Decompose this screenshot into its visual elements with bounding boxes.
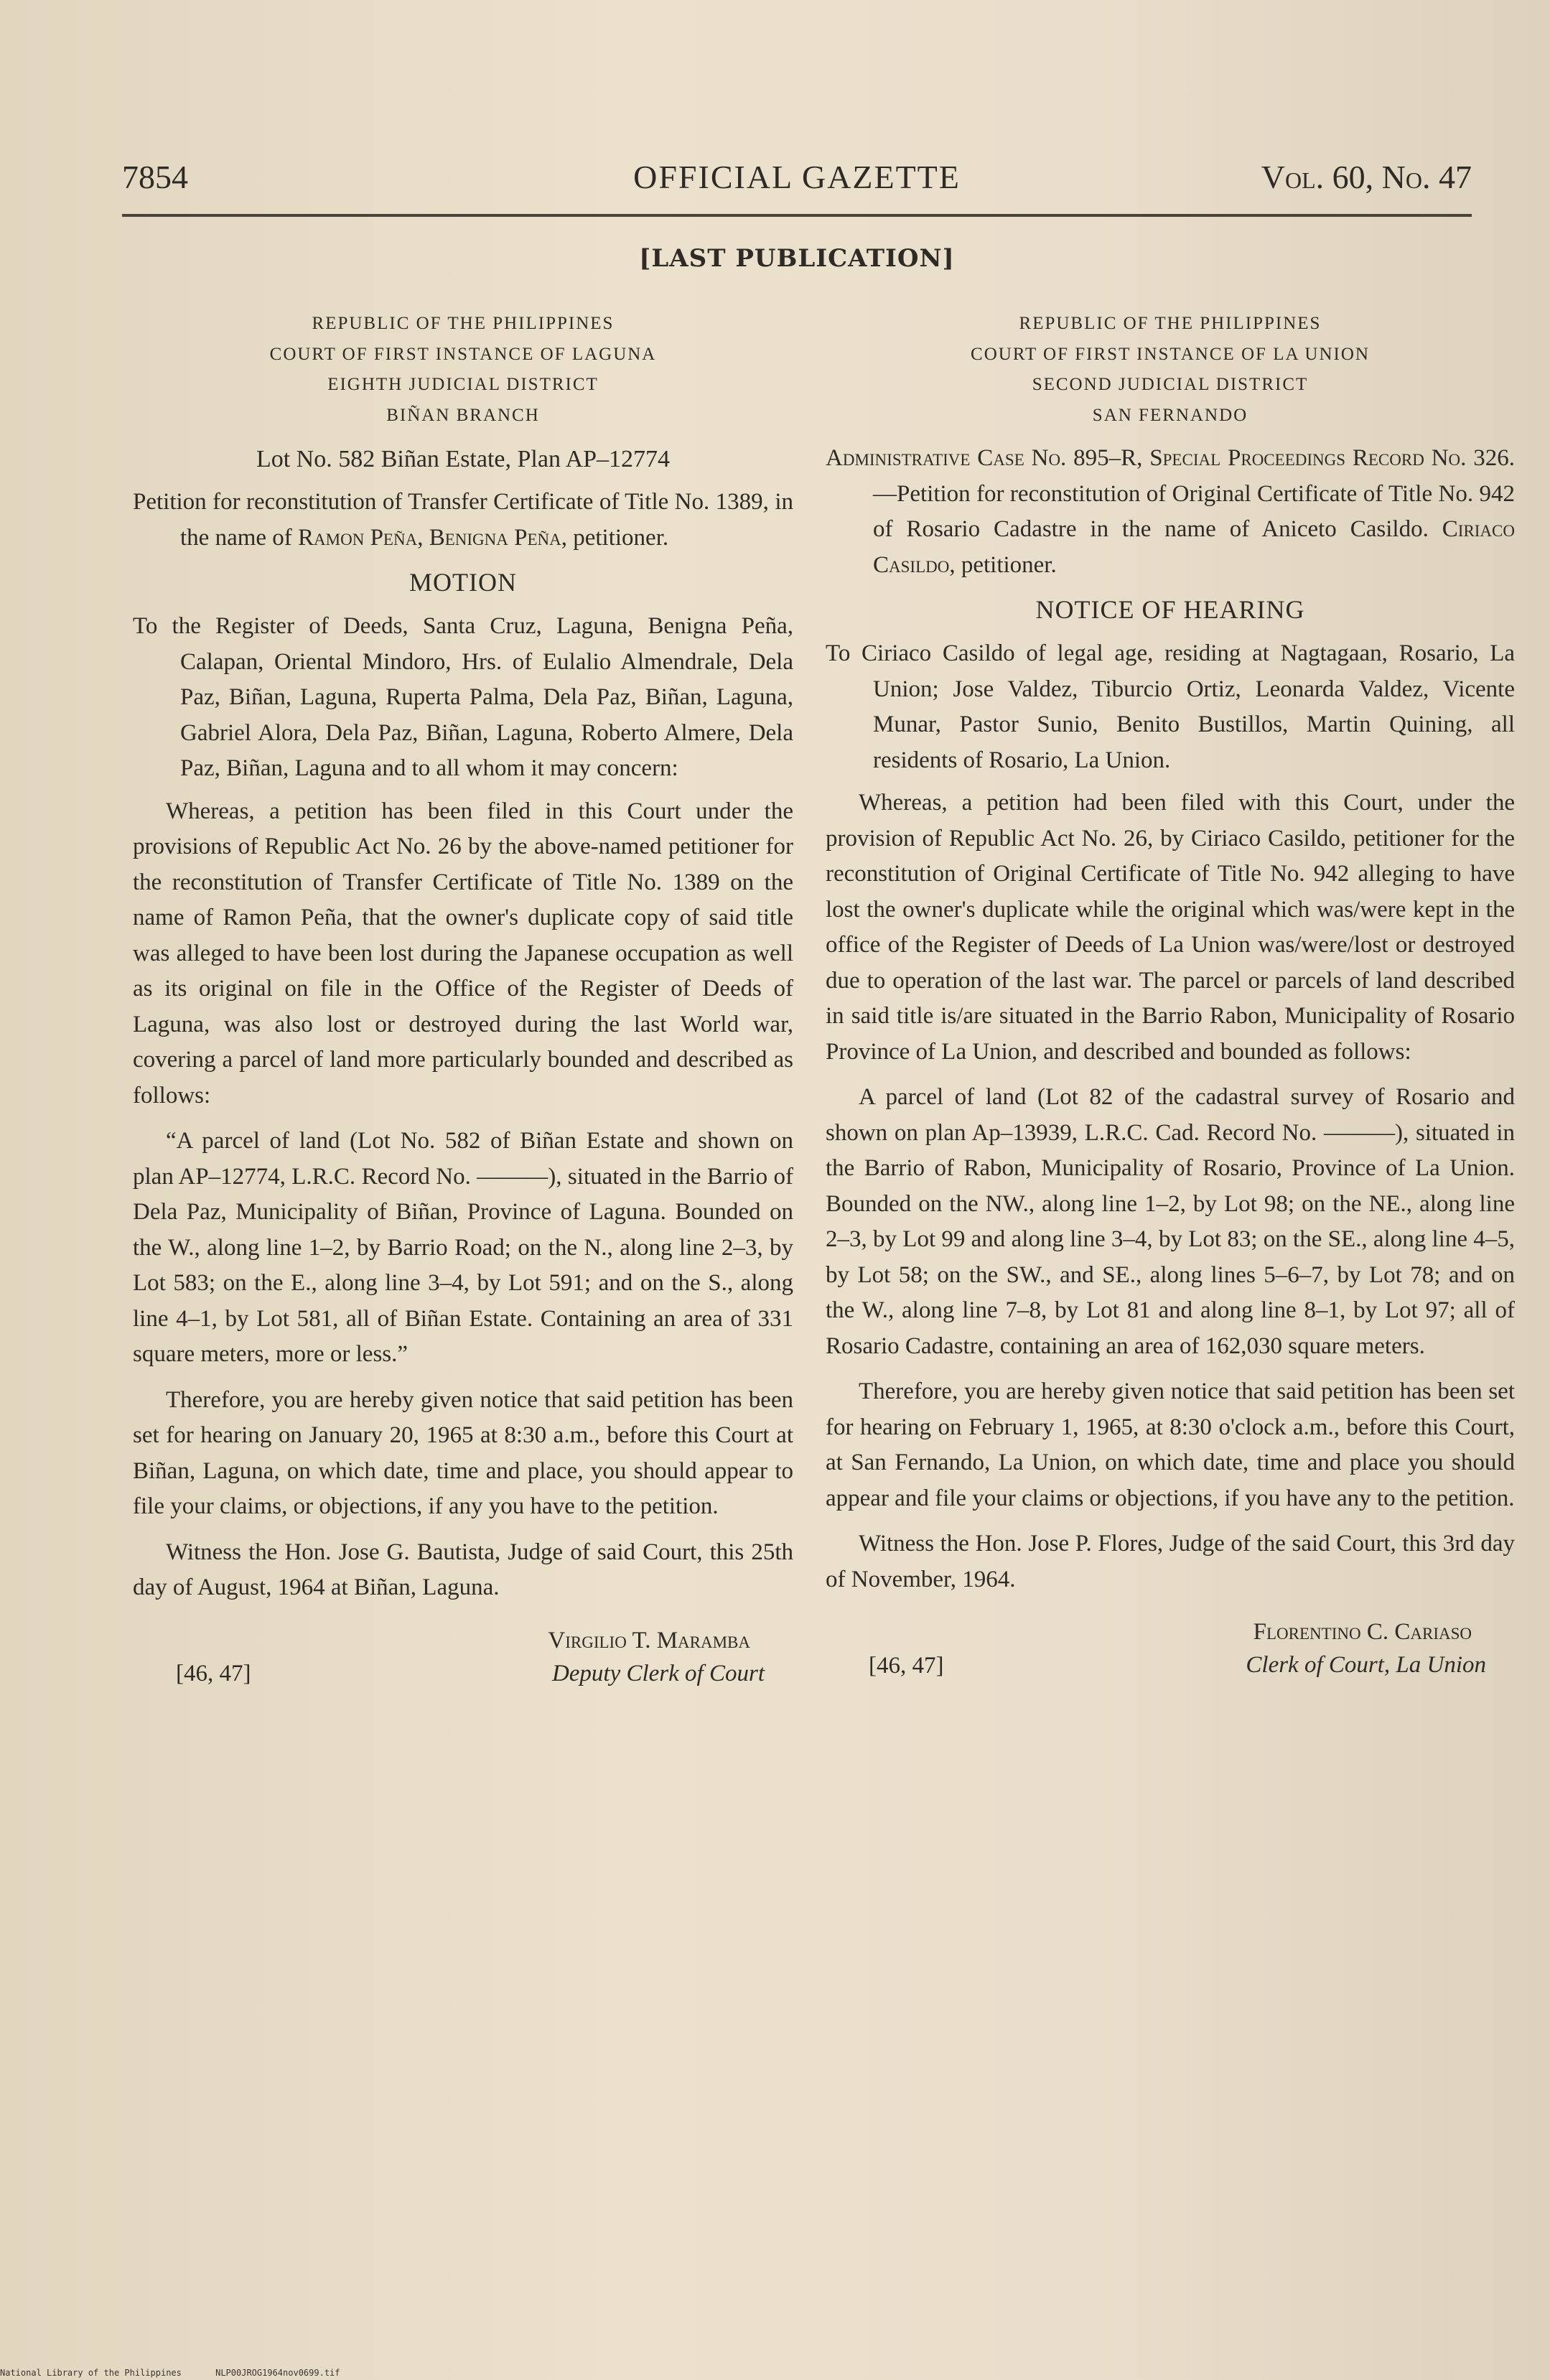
court-line: SAN FERNANDO — [1092, 405, 1248, 425]
scan-filename: NLP00JROG1964nov0699.tif — [215, 2368, 340, 2378]
addressee: To Ciriaco Casildo of legal age, residing at Nagtagaan, Rosario, La Union; Jose Valdez, Tiburcio Ortiz, Leonarda Valdez, Vicente Munar, Pastor Sunio, Benito Bustillos, Martin Quining, all residents of Rosario, La Union. — [826, 640, 1515, 773]
petition-caption — [133, 485, 793, 556]
court-line: BIÑAN BRANCH — [386, 405, 540, 425]
case-caption — [826, 441, 1515, 583]
lot-line: Lot No. 582 Biñan Estate, Plan AP–12774 — [256, 446, 671, 472]
petition-prefix: Petition for reconstitution of Transfer Certificate of Title No. 1389, in the name of — [133, 489, 793, 551]
library-credit: National Library of the Philippines — [0, 2368, 182, 2378]
motion-title: MOTION — [409, 568, 517, 597]
court-line: REPUBLIC OF THE PHILIPPINES — [1019, 314, 1322, 333]
whereas-paragraph: Whereas, a petition had been filed with this Court, under the provision of Republic Act No. 26, by Ciriaco Casildo, petitioner for the reconstitution of Original Certificate of Title No. 942 alleging to have lost the owner's duplicate while the original which was/were kept in the office of the Register of Deeds of La Union was/were/lost or destroyed due to operation of the last war. The parcel or parcels of land described in said title is/are situated in the Barrio Rabon, Municipality of Rosario Province of La Union, and described and bounded as follows: — [826, 790, 1515, 1065]
page-header — [122, 158, 1472, 215]
scan-footer — [0, 2368, 369, 2378]
petition-names: Ramon Peña, Benigna Peña, — [298, 524, 567, 551]
witness-paragraph: Witness the Hon. Jose P. Flores, Judge of the said Court, this 3rd day of November, 1964. — [826, 1531, 1515, 1592]
left-court-heading — [133, 309, 793, 431]
court-line: SECOND JUDICIAL DISTRICT — [1032, 375, 1309, 394]
header-rule — [122, 214, 1472, 217]
court-line: COURT OF FIRST INSTANCE OF LA UNION — [971, 344, 1370, 364]
land-description: A parcel of land (Lot 82 of the cadastral survey of Rosario and shown on plan Ap–13939, L.R.C. Cad. Record No. ———), situated in the Barrio of Rabon, Municipality of Rosario, Province of La Union. Bounded on the NW., along line 1–2, by Lot 98; on the NE., along line 2–3, by Lot 99 and along line 3–4, by Lot 83; on the SE., along line 4–5, by Lot 58; on the SW., and SE., along lines 5–6–7, by Lot 78; and on the W., along line 7–8, by Lot 81 and along line 8–1, by Lot 97; all of Rosario Cadastre, containing an area of 162,030 square meters. — [826, 1084, 1515, 1359]
petition-suffix: petitioner. — [573, 524, 669, 551]
volume-number: Vol. 60, No. 47 — [1261, 159, 1472, 195]
right-notice — [826, 309, 1515, 1684]
notice-paragraph: Therefore, you are hereby given notice that said petition has been set for hearing on January 20, 1965 at 8:30 a.m., before this Court at Biñan, Laguna, on which date, time and place, you should appear to file your claims, or objections, if any you have to the petition. — [133, 1386, 793, 1519]
hearing-title: NOTICE OF HEARING — [1035, 595, 1305, 624]
court-line: EIGHTH JUDICIAL DISTRICT — [327, 375, 599, 394]
signature-block — [826, 1615, 1515, 1684]
signer-name: Florentino C. Cariaso — [1253, 1619, 1472, 1645]
court-line: REPUBLIC OF THE PHILIPPINES — [312, 314, 615, 333]
court-line: COURT OF FIRST INSTANCE OF LAGUNA — [269, 344, 657, 364]
signature-block — [133, 1623, 793, 1692]
signer-name: Virgilio T. Maramba — [548, 1627, 750, 1653]
addressee: To the Register of Deeds, Santa Cruz, Laguna, Benigna Peña, Calapan, Oriental Mindoro, Hrs. of Eulalio Almendrale, Dela Paz, Biñan, Laguna, Ruperta Palma, Dela Paz, Biñan, Laguna, Gabriel Alora, Dela Paz, Biñan, Laguna, Roberto Almere, Dela Paz, Biñan, Laguna and to all whom it may concern: — [133, 613, 793, 781]
land-description: “A parcel of land (Lot No. 582 of Biñan Estate and shown on plan AP–12774, L.R.C. Record No. ———), situated in the Barrio of Dela Paz, Municipality of Biñan, Province of Laguna. Bounded on the W., along line 1–2, by Barrio Road; on the N., along line 2–3, by Lot 583; on the E., along line 3–4, by Lot 591; and on the S., along line 4–1, by Lot 581, all of Biñan Estate. Containing an area of 331 square meters, more or less.” — [133, 1128, 793, 1367]
signer-title: Clerk of Court, La Union — [1246, 1652, 1486, 1678]
issue-reference: [46, 47] — [869, 1652, 944, 1679]
case-number: Administrative Case No. 895–R, Special Proceedings Record No. 326. — [826, 445, 1515, 471]
right-court-heading — [826, 309, 1515, 431]
case-petitioner: Ciriaco Casildo, — [873, 516, 1516, 578]
whereas-paragraph: Whereas, a petition has been filed in this Court under the provisions of Republic Act No. 26 by the above-named petitioner for the reconstitution of Transfer Certificate of Title No. 1389 on the name of Ramon Peña, that the owner's duplicate copy of said title was alleged to have been lost during the Japanese occupation as well as its original on file in the Office of the Register of Deeds of Laguna, was also lost or destroyed during the last World war, covering a parcel of land more particularly bounded and described as follows: — [133, 798, 793, 1109]
issue-reference: [46, 47] — [176, 1661, 251, 1686]
publication-title: OFFICIAL GAZETTE — [633, 159, 961, 195]
last-publication-label: [LAST PUBLICATION] — [639, 244, 955, 273]
page-number: 7854 — [122, 159, 188, 195]
witness-paragraph: Witness the Hon. Jose G. Bautista, Judge of said Court, this 25th day of August, 1964 at Biñan, Laguna. — [133, 1539, 793, 1600]
left-notice — [133, 309, 793, 1692]
notice-paragraph: Therefore, you are hereby given notice that said petition has been set for hearing on February 1, 1965, at 8:30 o'clock a.m., before this Court, at San Fernando, La Union, on which date, time and place you should appear and file your claims or objections, if you have any to the petition. — [826, 1378, 1515, 1511]
signer-title: Deputy Clerk of Court — [551, 1660, 765, 1686]
case-suffix: petitioner. — [961, 551, 1057, 578]
case-text: —Petition for reconstitution of Original Certificate of Title No. 942 of Rosario Cadastre in the name of Aniceto Casildo. — [873, 480, 1515, 542]
